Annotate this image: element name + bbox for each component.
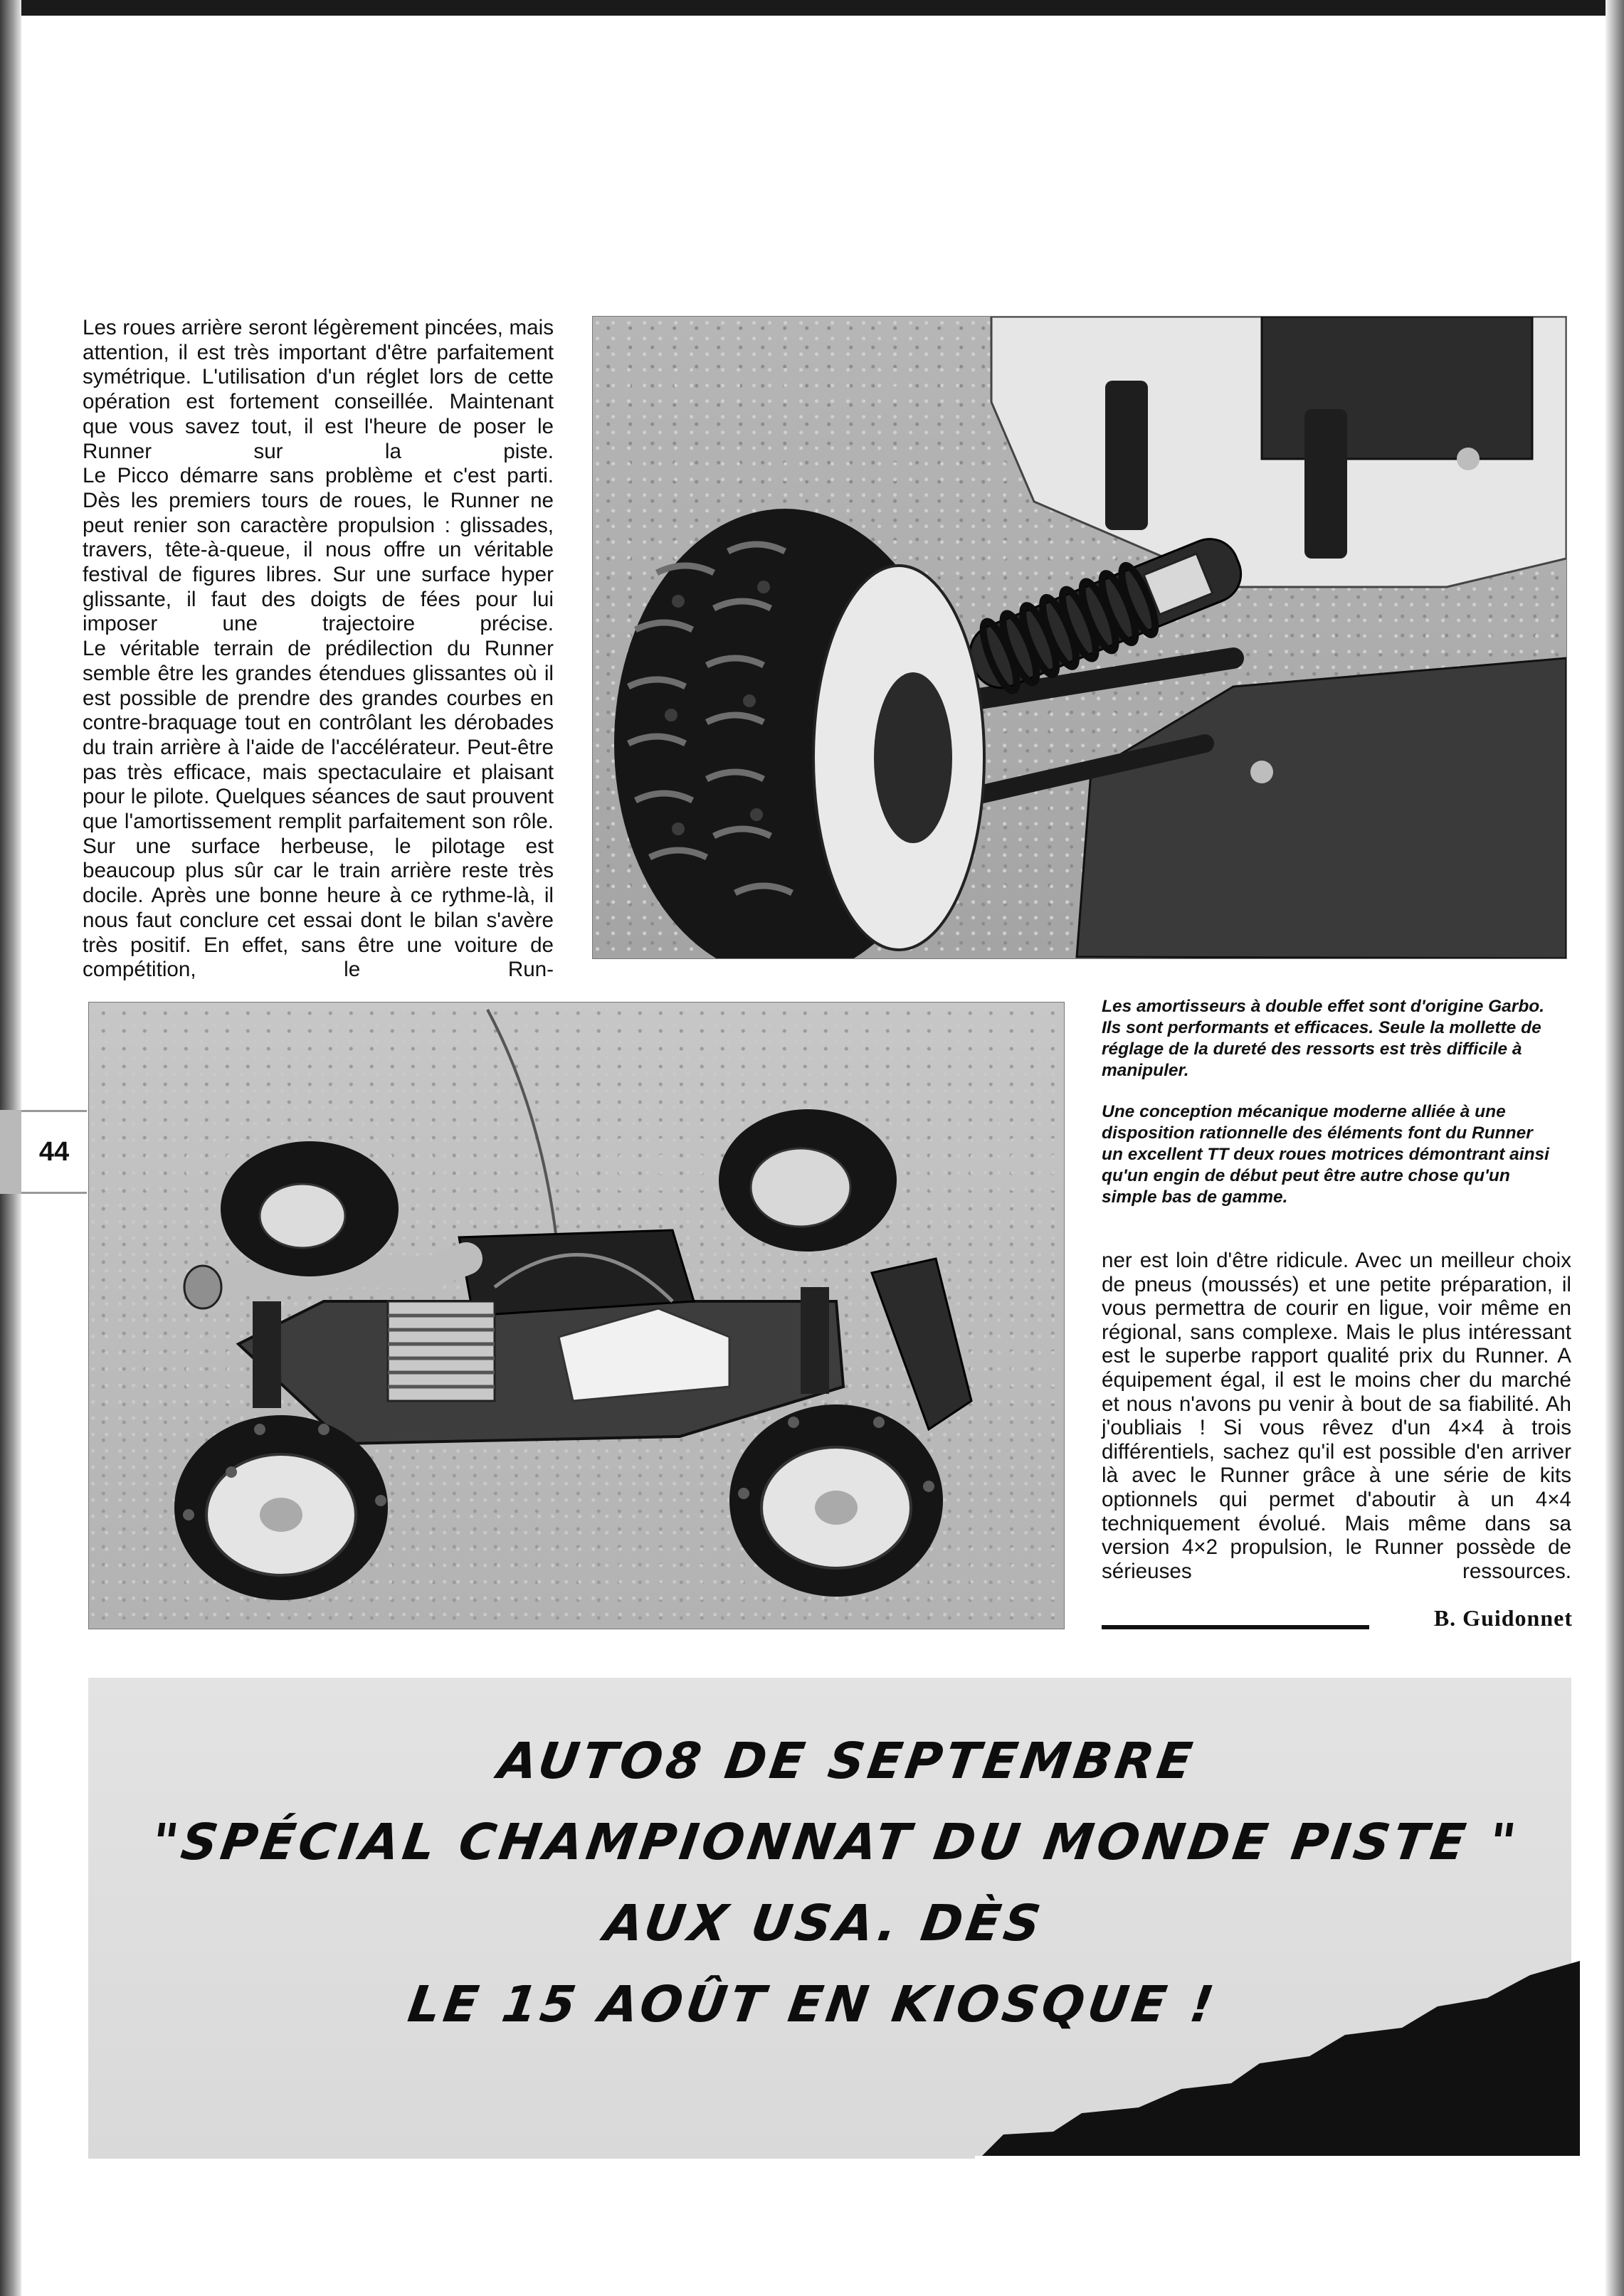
author-byline: B. Guidonnet bbox=[1433, 1605, 1573, 1631]
caption-chassis: Une conception mécanique moderne alliée à une disposition rationnelle des éléments font du Runner un excellent TT deux roues motrices démontrant ainsi qu'un engin de début peut être autre chose qu'un simple bas de gamme. bbox=[1102, 1102, 1549, 1207]
rc-car-illustration bbox=[89, 1002, 1064, 1629]
page-top-edge bbox=[0, 0, 1624, 16]
byline-rule bbox=[1102, 1625, 1369, 1629]
page-number: 44 bbox=[21, 1110, 87, 1194]
page-number-tab bbox=[0, 1110, 21, 1194]
photo-runner-chassis-overview bbox=[88, 1002, 1065, 1629]
ad-line: "SPÉCIAL CHAMPIONNAT DU MONDE PISTE " bbox=[147, 1813, 1524, 1871]
shock-absorber-illustration bbox=[593, 317, 1566, 958]
advertisement-text bbox=[65, 1720, 1594, 2045]
page-right-edge bbox=[1605, 0, 1624, 2296]
article-paragraph: Le véritable terrain de prédilection du Runner semble être les grandes étendues glissantes où il est possible de prendre des grandes courbes en contre-braquage tout en contrôlant les dérobades du train arrière à l'aide de l'accélérateur. Peut-être pas très efficace, mais spectaculaire et plaisant pour le pilote. Quelques séances de saut prouvent que l'amortissement remplit parfaitement son rôle. Sur une surface herbeuse, le pilotage est beaucoup plus sûr car le train arrière reste très docile. Après une bonne heure à ce rythme-là, il nous faut conclure cet essai dont le bilan s'avère très positif. En effet, sans être une voiture de compétition, le Run- bbox=[83, 637, 554, 982]
article-right-column bbox=[1102, 1249, 1571, 1583]
photo-shock-absorber-closeup bbox=[592, 316, 1567, 959]
caption-shock-absorbers: Les amortisseurs à double effet sont d'origine Garbo. Ils sont performants et efficaces. Seule la mollette de réglage de la dureté des ressorts est très difficile à manipuler. bbox=[1102, 997, 1545, 1080]
photo-captions bbox=[1102, 996, 1557, 1228]
article-paragraph: Le Picco démarre sans problème et c'est parti. Dès les premiers tours de roues, le Runner ne peut renier son caractère propulsion : glissades, travers, tête-à-queue, il nous offre un véritable festival de figures libres. Sur une surface hyper glissante, il faut des doigts de fées pour lui imposer une trajectoire précise. bbox=[83, 464, 554, 636]
article-paragraph: Les roues arrière seront légèrement pincées, mais attention, il est très important d'être parfaitement symétrique. L'utilisation d'un réglet lors de cette opération est fortement conseillée. Maintenant que vous savez tout, il est l'heure de poser le Runner sur la piste. bbox=[83, 316, 554, 463]
ad-line: LE 15 AOÛT EN KIOSQUE ! bbox=[404, 1975, 1221, 2033]
ad-line: AUTO8 DE SEPTEMBRE bbox=[495, 1732, 1199, 1790]
article-left-column bbox=[83, 316, 554, 983]
article-paragraph: ner est loin d'être ridicule. Avec un meilleur choix de pneus (moussés) et une petite préparation, il vous permettra de courir en ligue, voir même en régional, sans complexe. Mais le plus intéressant est le superbe rapport qualité prix du Runner. A équipement égal, il est le moins cher du marché et nous n'avons pu venir à bout de sa fiabilité. Ah j'oubliais ! Si vous rêvez d'un 4×4 à trois différentiels, sachez qu'il est possible d'en arriver là avec le Runner grâce à une série de kits optionnels qui permet d'aboutir à un 4×4 techniquement évolué. Mais même dans sa version 4×2 propulsion, le Runner possède de sérieuses ressources. bbox=[1102, 1249, 1571, 1583]
ad-line: AUX USA. DÈS bbox=[601, 1894, 1048, 1952]
